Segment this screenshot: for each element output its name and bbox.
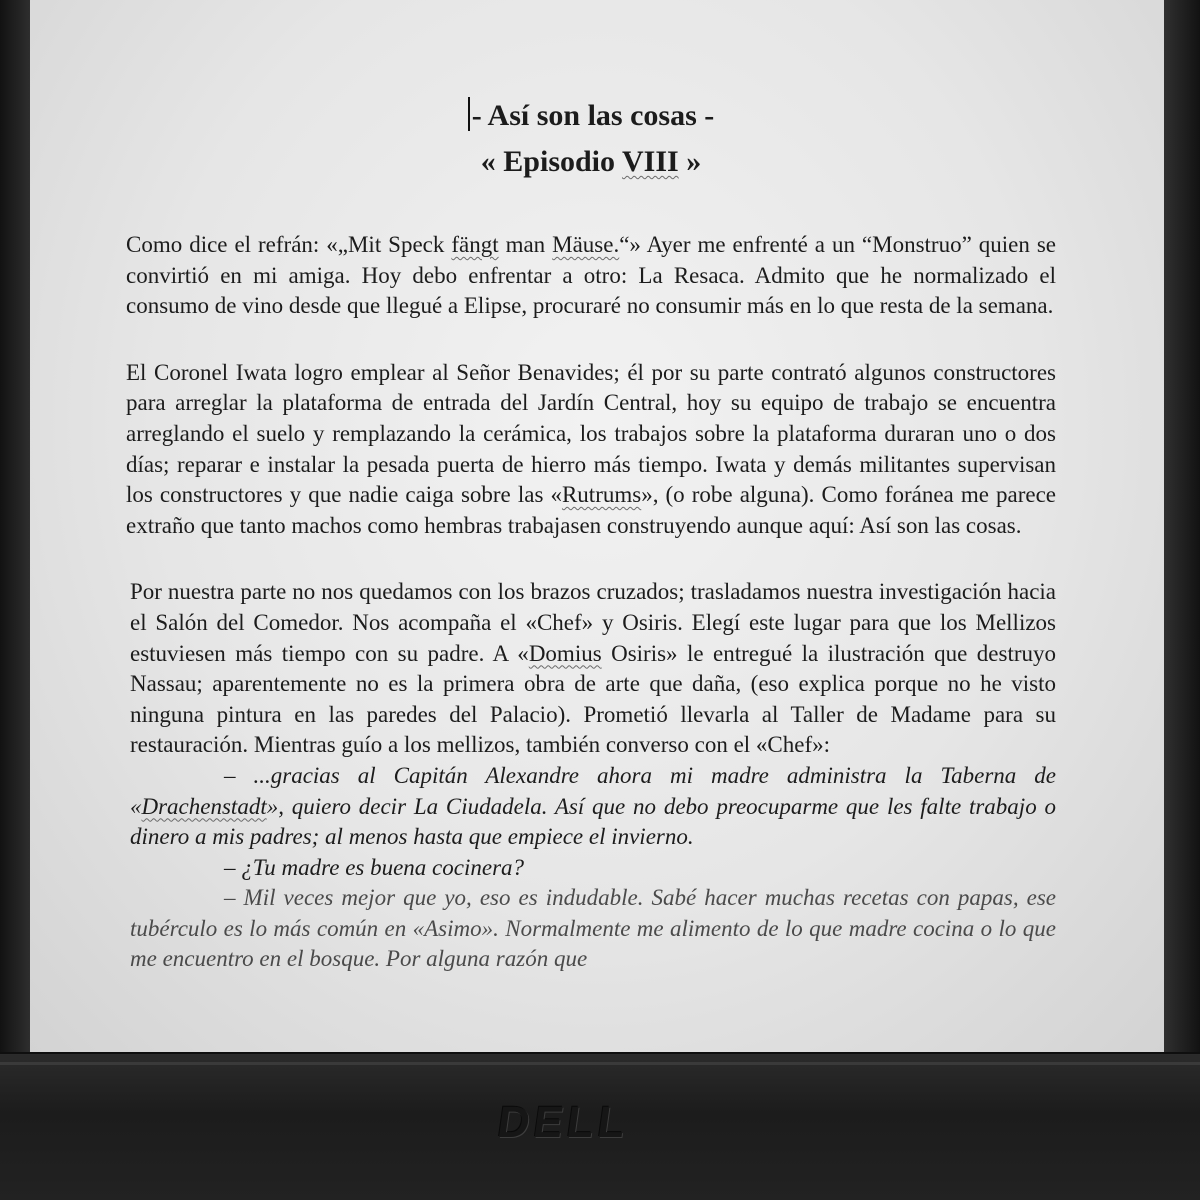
document-page[interactable] — [126, 96, 1056, 975]
d1-before: – ...gracias al Capitán Alexandre ahora mi madre administra la Taberna de « — [130, 762, 1056, 819]
screen — [30, 0, 1164, 1052]
paragraph-2 — [126, 358, 1056, 542]
dialog-line-3: – Mil veces mejor que yo, eso es indudable. Sabé hacer muchas recetas con papas, ese tubérculo es lo más común en «Asimo». Normalmente me alimento de lo que madre cocina o lo que me encuentro en el bosque. Por alguna razón que — [130, 885, 1056, 972]
dialog-line-2: – ¿Tu madre es buena cocinera? — [224, 854, 525, 880]
text-cursor — [468, 97, 470, 131]
document-subtitle — [126, 142, 1056, 182]
paragraph-1 — [126, 230, 1056, 322]
dialog-line-1 — [126, 761, 1056, 853]
p3-spellcheck-word: Domius — [528, 640, 602, 666]
p1-after: “» Ayer me enfrenté a un “Monstruo” quien se convirtió en mi amiga. Hoy debo enfrentar a otro: La Resaca. Admito que he normalizado el consumo de vino desde que llegué a Elipse, procuraré no consumir más en lo que resta de la semana. — [126, 232, 1056, 319]
p2-spellcheck-word: Rutrums — [561, 482, 642, 508]
p1-before: Como dice el refrán: «„Mit Speck — [126, 232, 452, 257]
p1-spellcheck-word-1: fängt — [451, 232, 499, 257]
p3-after: Osiris» le entregué la ilustración que destruyo Nassau; aparentemente no es la primera obra de arte que daña, (eso explica porque no he visto ninguna pintura en las paredes del Palacio). Prometió llevarla al Taller de Madame para su restauración. Mientras guío a los mellizos, también converso con el «Chef»: — [130, 640, 1056, 758]
dell-logo: DELL — [494, 1098, 633, 1147]
document-title — [126, 96, 1056, 136]
subtitle-numeral: VIII — [621, 145, 679, 178]
d1-after: », quiero decir La Ciudadela. Así que no debo preocuparme que les falte trabajo o dinero a mis padres; al menos hasta que empiece el invierno. — [130, 793, 1056, 850]
monitor-left-edge — [0, 0, 30, 1060]
p3-before: Por nuestra parte no nos quedamos con los brazos cruzados; trasladamos nuestra investigación hacia el Salón del Comedor. Nos acompaña el «Chef» y Osiris. Elegí este lugar para que los Mellizos estuviesen más tiempo con su padre. A « — [130, 579, 1056, 666]
title-text: - Así son las cosas - — [471, 99, 715, 132]
bezel-divider — [0, 1062, 1200, 1065]
monitor-right-edge — [1164, 0, 1200, 1060]
p1-spellcheck-word-2: Mäuse. — [552, 232, 620, 257]
d1-spellcheck-word: Drachenstadt — [141, 793, 267, 819]
p2-before: El Coronel Iwata logro emplear al Señor Benavides; él por su parte contrató algunos constructores para arreglar la plataforma de entrada del Jardín Central, hoy su equipo de trabajo se encuentra arreglando el suelo y remplazando la cerámica, los trabajos sobre la plataforma duraran uno o dos días; reparar e instalar la pesada puerta de hierro más tiempo. Iwata y demás militantes supervisan los constructores y que nadie caiga sobre las « — [126, 359, 1056, 508]
p1-mid: man — [498, 232, 553, 257]
paragraph-3 — [126, 577, 1056, 761]
subtitle-open: « Episodio — [480, 145, 622, 178]
p2-after: », (o robe alguna). Como foránea me parece extraño que tanto machos como hembras trabajasen construyendo aunque aquí: Así son las cosas. — [126, 482, 1056, 538]
subtitle-close: » — [678, 145, 702, 178]
